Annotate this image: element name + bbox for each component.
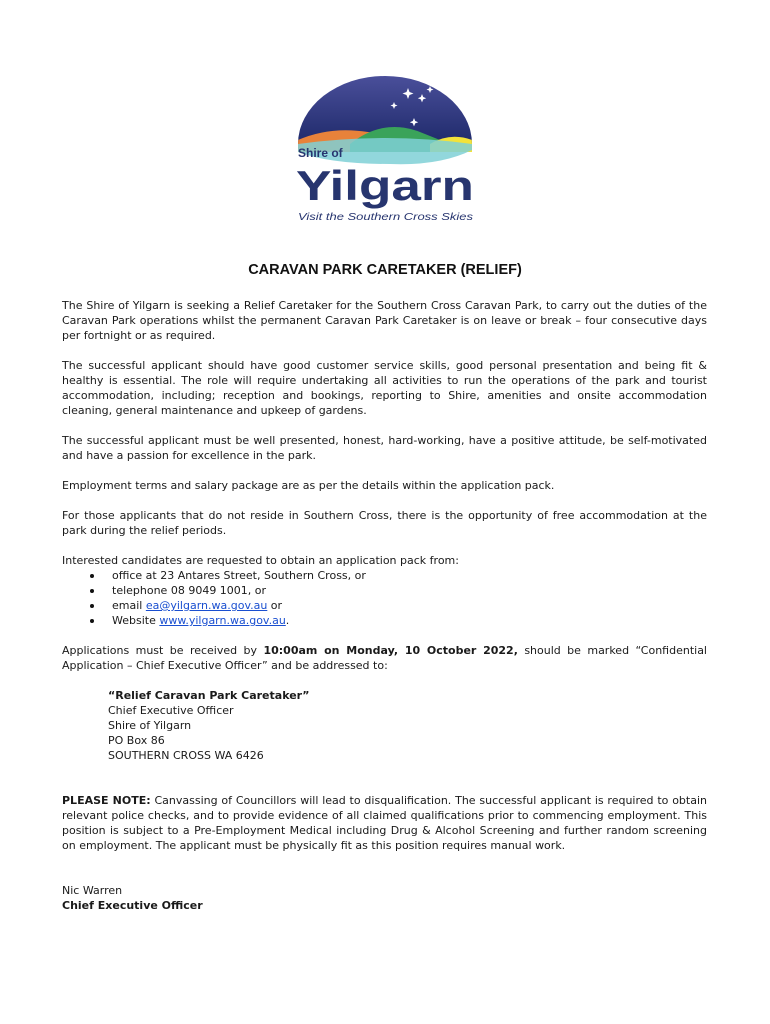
email-suffix: or xyxy=(267,599,283,612)
intro-paragraph: The Shire of Yilgarn is seeking a Relief Caretaker for the Southern Cross Caravan Park, to carry out the duties of the Caravan Park operations whilst the permanent Caravan Park Caretaker is on leave or break – four consecutive days per fortnight or as required. xyxy=(62,299,707,342)
signatory-role: Chief Executive Officer xyxy=(62,899,203,912)
postal-address xyxy=(108,688,707,763)
contact-list xyxy=(62,568,707,628)
attributes-paragraph: The successful applicant must be well presented, honest, hard-working, have a positive attitude, be self-motivated and have a passion for excellence in the park. xyxy=(62,434,707,462)
website-suffix: . xyxy=(285,614,290,627)
logo-shire-of-text: Shire of xyxy=(298,146,343,160)
contact-website xyxy=(112,613,707,628)
address-line-1: “Relief Caravan Park Caretaker” xyxy=(108,689,310,702)
website-prefix: Website xyxy=(112,614,160,627)
contact-telephone: telephone 08 9049 1001, or xyxy=(112,583,707,598)
document-body xyxy=(62,298,707,913)
accommodation-paragraph: For those applicants that do not reside in Southern Cross, there is the opportunity of free accommodation at the park during the relief periods. xyxy=(62,509,707,537)
applications-paragraph xyxy=(62,643,707,673)
contact-office: office at 23 Antares Street, Southern Cross, or xyxy=(112,568,707,583)
note-label: PLEASE NOTE: xyxy=(62,794,151,807)
email-link[interactable]: ea@yilgarn.wa.gov.au xyxy=(145,599,268,612)
contact-email xyxy=(112,598,707,613)
logo-tagline-text: Visit the Southern Cross Skies xyxy=(298,212,473,223)
signature-block xyxy=(62,883,707,913)
applications-suffix: should be marked “Confidential Application – Chief Executive Officer” and be addressed to: xyxy=(62,644,707,672)
address-line-4: PO Box 86 xyxy=(108,734,165,747)
applications-prefix: Applications must be received by xyxy=(62,644,264,657)
email-prefix: email xyxy=(112,599,146,612)
address-line-3: Shire of Yilgarn xyxy=(108,719,192,732)
signatory-name: Nic Warren xyxy=(62,884,123,897)
logo-name-text: Yilgarn xyxy=(296,162,474,209)
logo-graphic xyxy=(290,74,480,226)
note-text: Canvassing of Councillors will lead to disqualification. The successful applicant is required to obtain relevant police checks, and to provide evidence of all claimed qualifications prior to commencing employment. This position is subject to a Pre-Employment Medical including Drug & Alcohol Screening and further random screening on employment. The applicant must be physically fit as this position requires manual work. xyxy=(62,794,707,852)
address-line-5: SOUTHERN CROSS WA 6426 xyxy=(108,749,264,762)
applications-deadline: 10:00am on Monday, 10 October 2022, xyxy=(263,644,518,657)
please-note-paragraph xyxy=(62,793,707,853)
skills-paragraph: The successful applicant should have good customer service skills, good personal presentation and being fit & healthy is essential. The role will require undertaking all activities to run the operations of the park and tourist accommodation, including; reception and bookings, reporting to Shire, amenities and onsite accommodation cleaning, general maintenance and upkeep of gardens. xyxy=(62,359,707,417)
website-link[interactable]: www.yilgarn.wa.gov.au xyxy=(159,614,286,627)
employment-terms-paragraph: Employment terms and salary package are as per the details within the application pack. xyxy=(62,479,555,492)
interested-paragraph: Interested candidates are requested to obtain an application pack from: xyxy=(62,554,459,567)
page-title: CARAVAN PARK CARETAKER (RELIEF) xyxy=(248,262,522,278)
address-line-2: Chief Executive Officer xyxy=(108,704,234,717)
shire-of-yilgarn-logo xyxy=(290,74,480,226)
